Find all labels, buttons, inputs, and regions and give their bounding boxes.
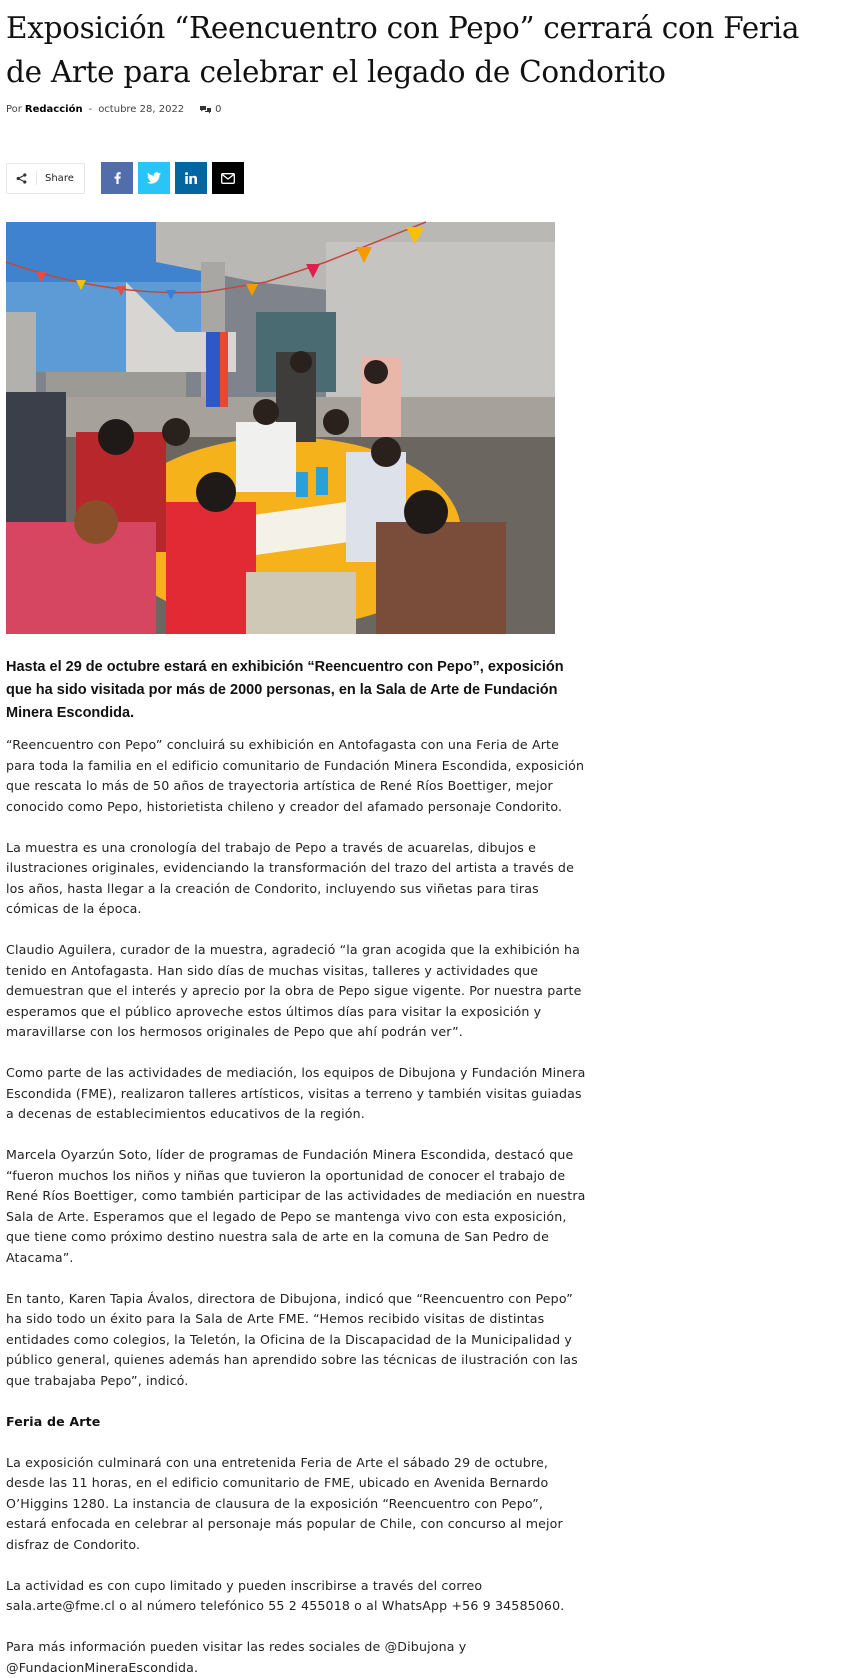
comments-link[interactable] (200, 104, 221, 115)
section-heading: Feria de Arte (6, 1413, 101, 1429)
paragraph: La muestra es una cronología del trabajo de Pepo a través de acuarelas, dibujos e ilustraciones originales, evidenciando la transformación del trazo del artista a través de los años, hasta llegar a la creación de Condorito, incluyendo sus viñetas para tiras cómicas de la época. (6, 839, 574, 916)
paragraph: En tanto, Karen Tapia Ávalos, directora de Dibujona, indicó que “Reencuentro con Pepo” ha sido todo un éxito para la Sala de Arte FME. “Hemos recibido visitas de distintas entidades como colegios, la Teletón, la Oficina de la Discapacidad de la Municipalidad y público general, quienes además han aprendido sobre las técnicas de ilustración con las que trabajaba Pepo”, indicó. (6, 1290, 578, 1388)
paragraph: Como parte de las actividades de mediación, los equipos de Dibujona y Fundación Minera Escondida (FME), realizaron talleres artísticos, visitas a terreno y también visitas guiadas a decenas de establecimientos educativos de la región. (6, 1065, 586, 1121)
facebook-share-button[interactable] (101, 162, 133, 194)
twitter-icon (147, 172, 161, 184)
linkedin-share-button[interactable] (175, 162, 207, 194)
paragraph: Claudio Aguilera, curador de la muestra, agradeció “la gran acogida que la exhibición ha tenido en Antofagasta. Han sido días de muchas visitas, talleres y actividades que demuestran que el interés y aprecio por la obra de Pepo sigue vigente. Por nuestra parte esperamos que el público aproveche estos últimos días para visitar la exposición y maravillarse con los hermosos originales de Pepo que ahí podrán ver”. (6, 942, 582, 1039)
author-link[interactable]: Redacción (24, 103, 83, 115)
twitter-share-button[interactable] (138, 162, 170, 194)
paragraph: “Reencuentro con Pepo” concluirá su exhibición en Antofagasta con una Feria de Arte para toda la familia en el edificio comunitario de Fundación Minera Escondida, exposición que rescata lo más de 50 años de trayectoria artística de René Ríos Boettiger, mejor conocido como Pepo, historietista chileno y creador del afamado personaje Condorito. (6, 737, 585, 814)
article-photo (6, 222, 555, 634)
email-icon (221, 173, 235, 184)
paragraph: La exposición culminará con una entretenida Feria de Arte el sábado 29 de octubre, desde las 11 horas, en el edificio comunitario de FME, ubicado en Avenida Bernardo O’Higgins 1280. La instancia de clausura de la exposición “Reencuentro con Pepo”, estará enfocada en celebrar al personaje más popular de Chile, con concurso al mejor disfraz de Condorito. (6, 1454, 563, 1552)
article-title: Exposición “Reencuentro con Pepo” cerrará con Feria de Arte para celebrar el legado de Condorito (6, 11, 800, 89)
share-button[interactable] (6, 163, 85, 194)
comment-count: 0 (215, 103, 222, 115)
share-icon (7, 171, 37, 185)
meta-separator: - (88, 103, 93, 115)
paragraph: Para más información pueden visitar las redes sociales de @Dibujona y @FundacionMineraEscondida. (6, 1639, 467, 1675)
email-share-button[interactable] (212, 162, 244, 194)
article-lead: Hasta el 29 de octubre estará en exhibición “Reencuentro con Pepo”, exposición que ha sido visitada por más de 2000 personas, en la Sala de Arte de Fundación Minera Escondida. (6, 659, 564, 721)
article-body (6, 735, 586, 1678)
linkedin-icon (185, 172, 197, 184)
paragraph: La actividad es con cupo limitado y pueden inscribirse a través del correo sala.arte@fme.cl o al número telefónico 55 2 455018 o al WhatsApp +56 9 34585060. (6, 1577, 565, 1613)
share-label: Share (45, 172, 74, 184)
by-prefix: Por (6, 103, 22, 115)
publish-date: octubre 28, 2022 (98, 103, 185, 115)
article-meta (6, 102, 844, 116)
comments-icon (200, 105, 211, 114)
paragraph: Marcela Oyarzún Soto, líder de programas de Fundación Minera Escondida, destacó que “fueron muchos los niños y niñas que tuvieron la oportunidad de conocer el trabajo de René Ríos Boettiger, como también participar de las actividades de mediación en nuestra Sala de Arte. Esperamos que el legado de Pepo se mantenga vivo con esta exposición, que tiene como próximo destino nuestra sala de arte en la comuna de San Pedro de Atacama”. (6, 1147, 586, 1265)
share-bar (6, 162, 844, 194)
facebook-icon (114, 172, 121, 184)
